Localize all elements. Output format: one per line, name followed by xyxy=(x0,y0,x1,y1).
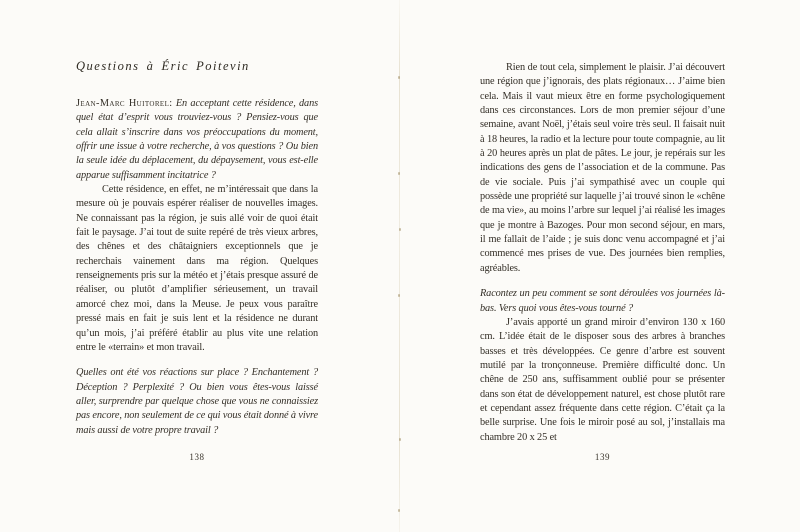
gutter-speck xyxy=(399,438,401,441)
interview-question-1 xyxy=(76,97,318,183)
interview-answer-continued: Rien de tout cela, simplement le plaisir. J’ai découvert une région que j’ignorais, des plats régionaux… J’aime bien cela. Mais il vaut mieux être en forme psychologiquement dans ces circonstances. Lors de mon premier séjour d’une semaine, avant Noël, j’étais seul voire très seul. Il faisait nuit à 18 heures, la radio et la lecture pour toute compagnie, au lit à 20 heures après un plat de pâtes. Le jour, je repérais sur les indications des gens de l’association et de la commune. Pas de vie sociale. Puis j’ai sympathisé avec un couple qui possède une propriété sur laquelle j’ai trouvé sinon le «chêne de ma vie», au moins l’arbre sur lequel j’ai réalisé les images que je montre à Bazoges. Pour mon second séjour, en mars, il me fallait de l’aide ; je suis donc venu accompagné et j’ai commencé mes prises de vue. Des journées bien remplies, agréables. xyxy=(480,62,725,274)
gutter-speck xyxy=(398,294,400,297)
interview-answer-2: J’avais apporté un grand miroir d’environ 130 x 160 cm. L’idée était de le disposer sous des arbres à branches basses et très développées. Ce genre d’arbre est souvent mutilé par la tronçonneuse. Première difficulté donc. Un chêne de 250 ans, suffisamment oublié pour se présenter dans son état de développement naturel, est chose plutôt rare et cependant assez fréquente dans cette région. C’était ça la belle surprise. Une fois le miroir posé au sol, j’installais ma chambre 20 x 25 et xyxy=(480,316,725,443)
page-number-right: 139 xyxy=(594,452,611,462)
left-text-block xyxy=(76,97,318,438)
gutter-speck xyxy=(399,228,401,231)
question-1-text: En acceptant cette résidence, dans quel état d’esprit vous trouviez-vous ? Pensiez-vous que cela allait s’inscrire dans vos préoccupations du moment, offrir une issue à votre recherche, à vos questions ? Ou bien la seule idée du déplacement, du dépaysement, vous est-elle apparue suffisamment incitatrice ? xyxy=(76,98,319,181)
interview-answer-1: Cette résidence, en effet, ne m’intéressait que dans la mesure où je pouvais espérer réaliser de nouvelles images. Ne connaissant pas la région, je suis allé voir de quoi était fait le paysage. J’ai tout de suite repéré de très vieux arbres, des chênes et des châtaigniers exceptionnels que je recherchais vainement dans ma région. Quelques renseignements pris sur la météo et j’étais presque assuré de réaliser, ou plutôt d’amplifier sérieusement, un travail amorcé chez moi, dans la Meuse. Je peux vous paraître pressé mais en fait je suis lent et la résidence ne durant qu’un mois, j’ai préféré établir au plus vite une relation entre le «terrain» et mon travail. xyxy=(76,184,318,353)
page-number-left: 138 xyxy=(189,452,205,462)
gutter-speck xyxy=(398,509,400,512)
right-text-block xyxy=(480,61,725,445)
gutter-fold-line xyxy=(399,0,400,532)
interview-question-3: Racontez un peu comment se sont déroulées vos journées là-bas. Vers quoi vous êtes-vous tourné ? xyxy=(480,288,725,314)
chapter-title: Questions à Éric Poitevin xyxy=(76,59,250,73)
interview-question-2: Quelles ont été vos réactions sur place ? Enchantement ? Déception ? Perplexité ? Ou bien vous êtes-vous laissé aller, surprendre par quelque chose que vous ne connaissiez pas encore, non seulement de ce qui vous était donné à vivre mais aussi de votre propre travail ? xyxy=(76,367,318,436)
gutter-speck xyxy=(398,172,400,175)
interviewer-name: Jean-Marc Huitorel: xyxy=(76,98,173,109)
gutter-speck xyxy=(398,76,400,79)
